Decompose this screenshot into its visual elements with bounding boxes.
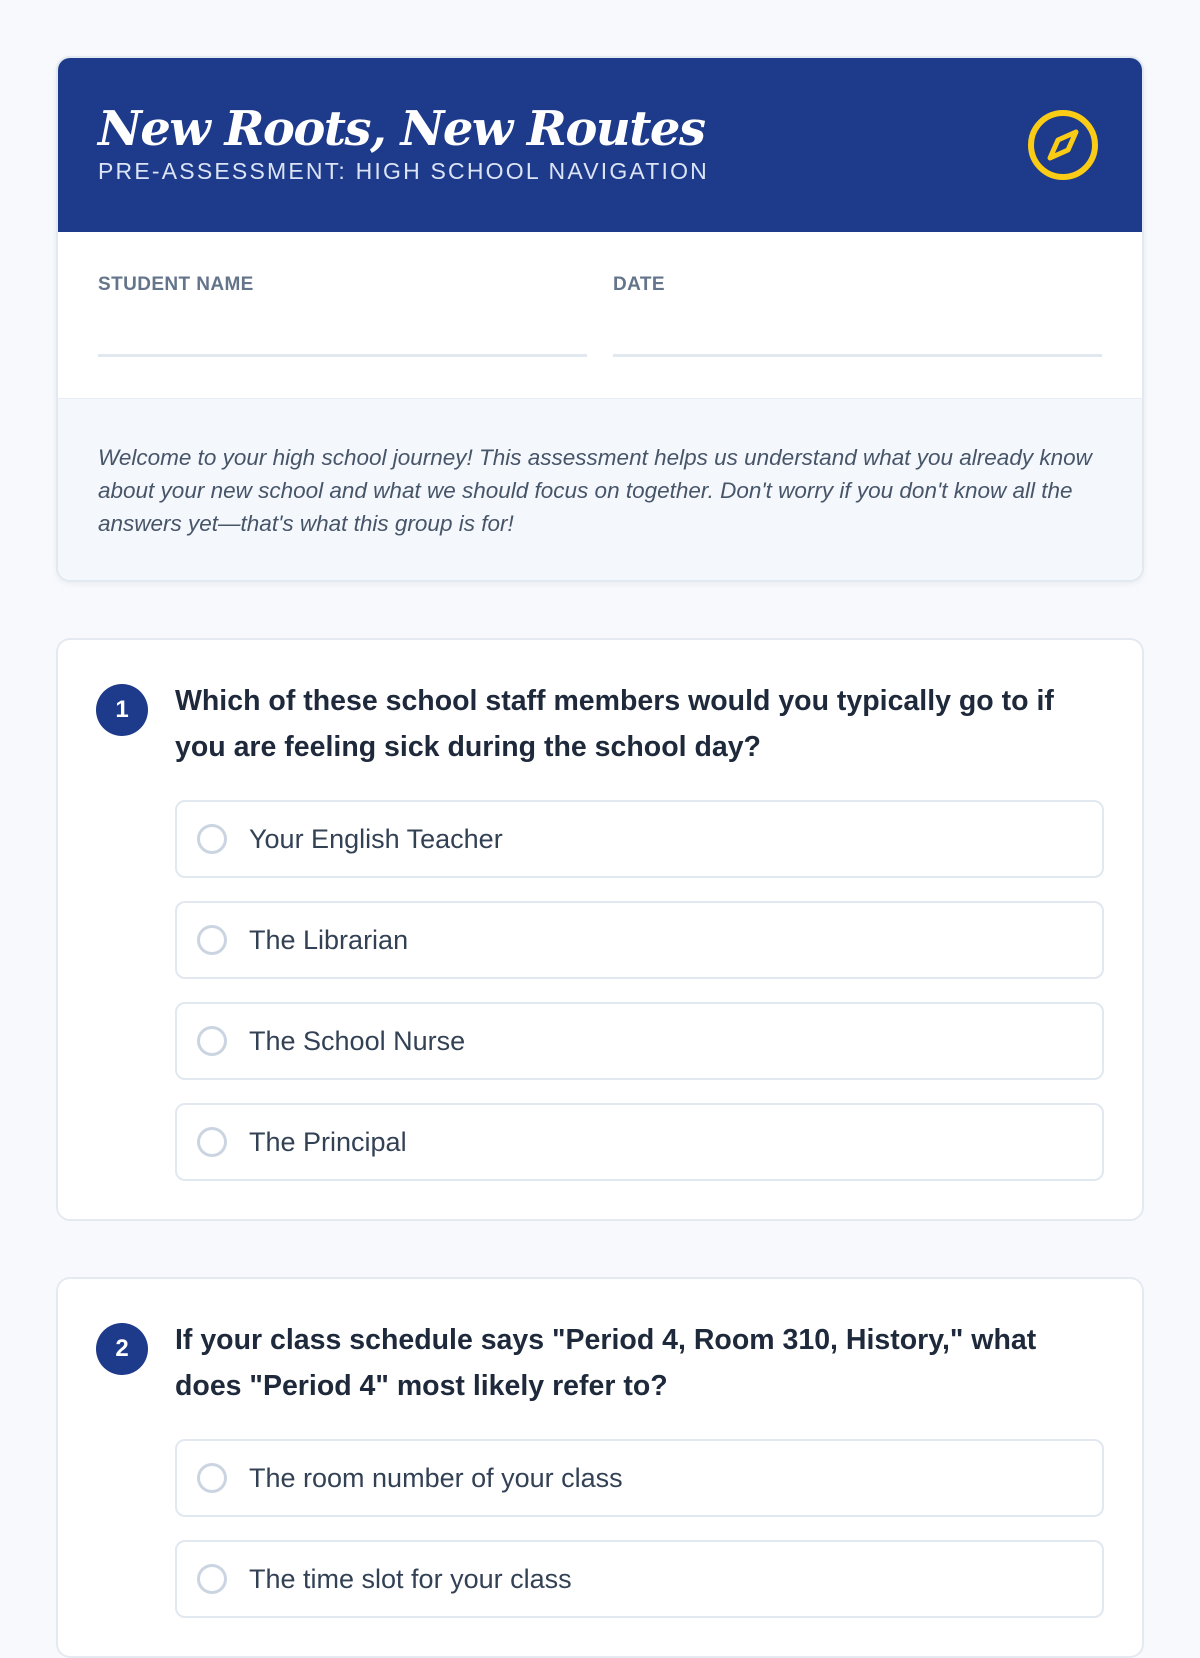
- question-header: [96, 678, 1104, 770]
- header-card: [56, 56, 1144, 582]
- radio-button[interactable]: [197, 925, 227, 955]
- question-card-1: [56, 638, 1144, 1221]
- question-header: [96, 1317, 1104, 1409]
- radio-button[interactable]: [197, 1127, 227, 1157]
- answer-option[interactable]: [175, 901, 1104, 979]
- answer-option[interactable]: [175, 1103, 1104, 1181]
- compass-icon: [1026, 108, 1100, 182]
- date-line[interactable]: [613, 354, 1102, 357]
- page-container: [56, 56, 1144, 1658]
- page-subtitle: PRE-ASSESSMENT: HIGH SCHOOL NAVIGATION: [98, 158, 709, 184]
- date-label: DATE: [613, 274, 665, 295]
- question-card-2: [56, 1277, 1144, 1658]
- answer-options: [175, 800, 1104, 1181]
- answer-label: The School Nurse: [249, 1025, 466, 1056]
- page-title: New Roots, New Routes: [98, 101, 705, 157]
- answer-option[interactable]: [175, 800, 1104, 878]
- question-text: Which of these school staff members would you typically go to if you are feeling sick during the school day?: [175, 685, 1054, 763]
- answer-options: [175, 1439, 1104, 1618]
- answer-label: Your English Teacher: [249, 823, 503, 854]
- radio-button[interactable]: [197, 1564, 227, 1594]
- answer-option[interactable]: [175, 1439, 1104, 1517]
- answer-option[interactable]: [175, 1002, 1104, 1080]
- question-number-badge: 2: [96, 1323, 148, 1375]
- question-number-badge: 1: [96, 684, 148, 736]
- date-field[interactable]: [613, 274, 1102, 358]
- radio-button[interactable]: [197, 1026, 227, 1056]
- radio-button[interactable]: [197, 1463, 227, 1493]
- question-text: If your class schedule says "Period 4, Room 310, History," what does "Period 4" most likely refer to?: [175, 1324, 1037, 1402]
- student-info-fields: [58, 232, 1142, 398]
- answer-label: The Librarian: [249, 924, 409, 955]
- student-name-label: STUDENT NAME: [98, 274, 254, 295]
- answer-label: The time slot for your class: [249, 1563, 572, 1594]
- answer-option[interactable]: [175, 1540, 1104, 1618]
- answer-label: The room number of your class: [249, 1462, 623, 1493]
- student-name-field[interactable]: [98, 274, 587, 358]
- intro-text: Welcome to your high school journey! This assessment helps us understand what you already know about your new school and what we should focus on together. Don't worry if you don't know all the answers yet—that's what this group is for!: [58, 398, 1142, 580]
- radio-button[interactable]: [197, 824, 227, 854]
- header-banner: [58, 58, 1142, 232]
- answer-label: The Principal: [249, 1126, 407, 1157]
- student-name-line[interactable]: [98, 354, 587, 357]
